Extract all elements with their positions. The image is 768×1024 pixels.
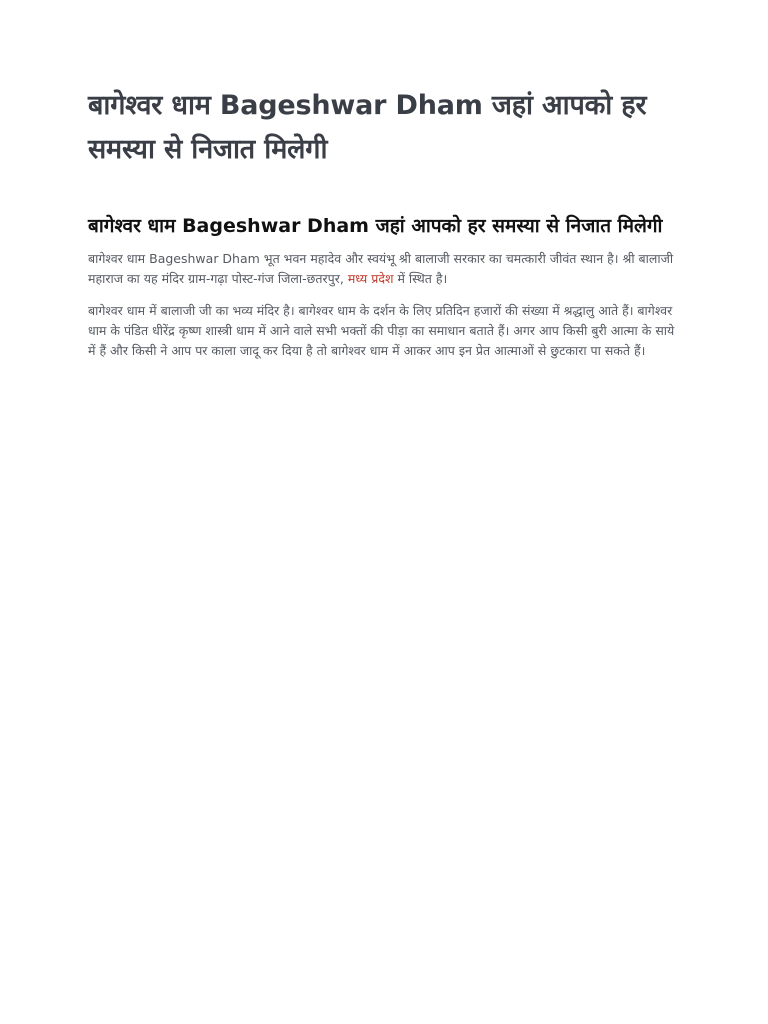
section-heading: बागेश्वर धाम Bageshwar Dham जहां आपको हर समस्या से निजात मिलेगी bbox=[88, 215, 663, 237]
paragraph-intro-text-after-link: में स्थित है। bbox=[393, 271, 448, 286]
paragraph-intro bbox=[88, 249, 678, 289]
page-title: बागेश्वर धाम Bageshwar Dham जहां आपको हर समस्या से निजात मिलेगी bbox=[88, 90, 647, 165]
paragraph-details: बागेश्वर धाम में बालाजी जी का भव्य मंदिर है। बागेश्वर धाम के दर्शन के लिए प्रतिदिन हजारों की संख्या में श्रद्धालु आते हैं। बागेश्वर धाम के पंडित धीरेंद्र कृष्ण शास्त्री धाम में आने वाले सभी भक्तों की पीड़ा का समाधान बताते हैं। अगर आप किसी बुरी आत्मा के साये में हैं और किसी ने आप पर काला जादू कर दिया है तो बागेश्वर धाम में आकर आप इन प्रेत आत्माओं से छुटकारा पा सकते हैं। bbox=[88, 303, 675, 358]
paragraph-intro-text-before-link: बागेश्वर धाम Bageshwar Dham भूत भवन महादेव और स्वयंभू श्री बालाजी सरकार का चमत्कारी जीवंत स्थान है। श्री बालाजी महाराज का यह मंदिर ग्राम-गढ़ा पोस्ट-गंज जिला-छतरपुर, bbox=[88, 251, 674, 286]
madhya-pradesh-link[interactable]: मध्य प्रदेश bbox=[347, 271, 394, 286]
article bbox=[88, 84, 678, 361]
